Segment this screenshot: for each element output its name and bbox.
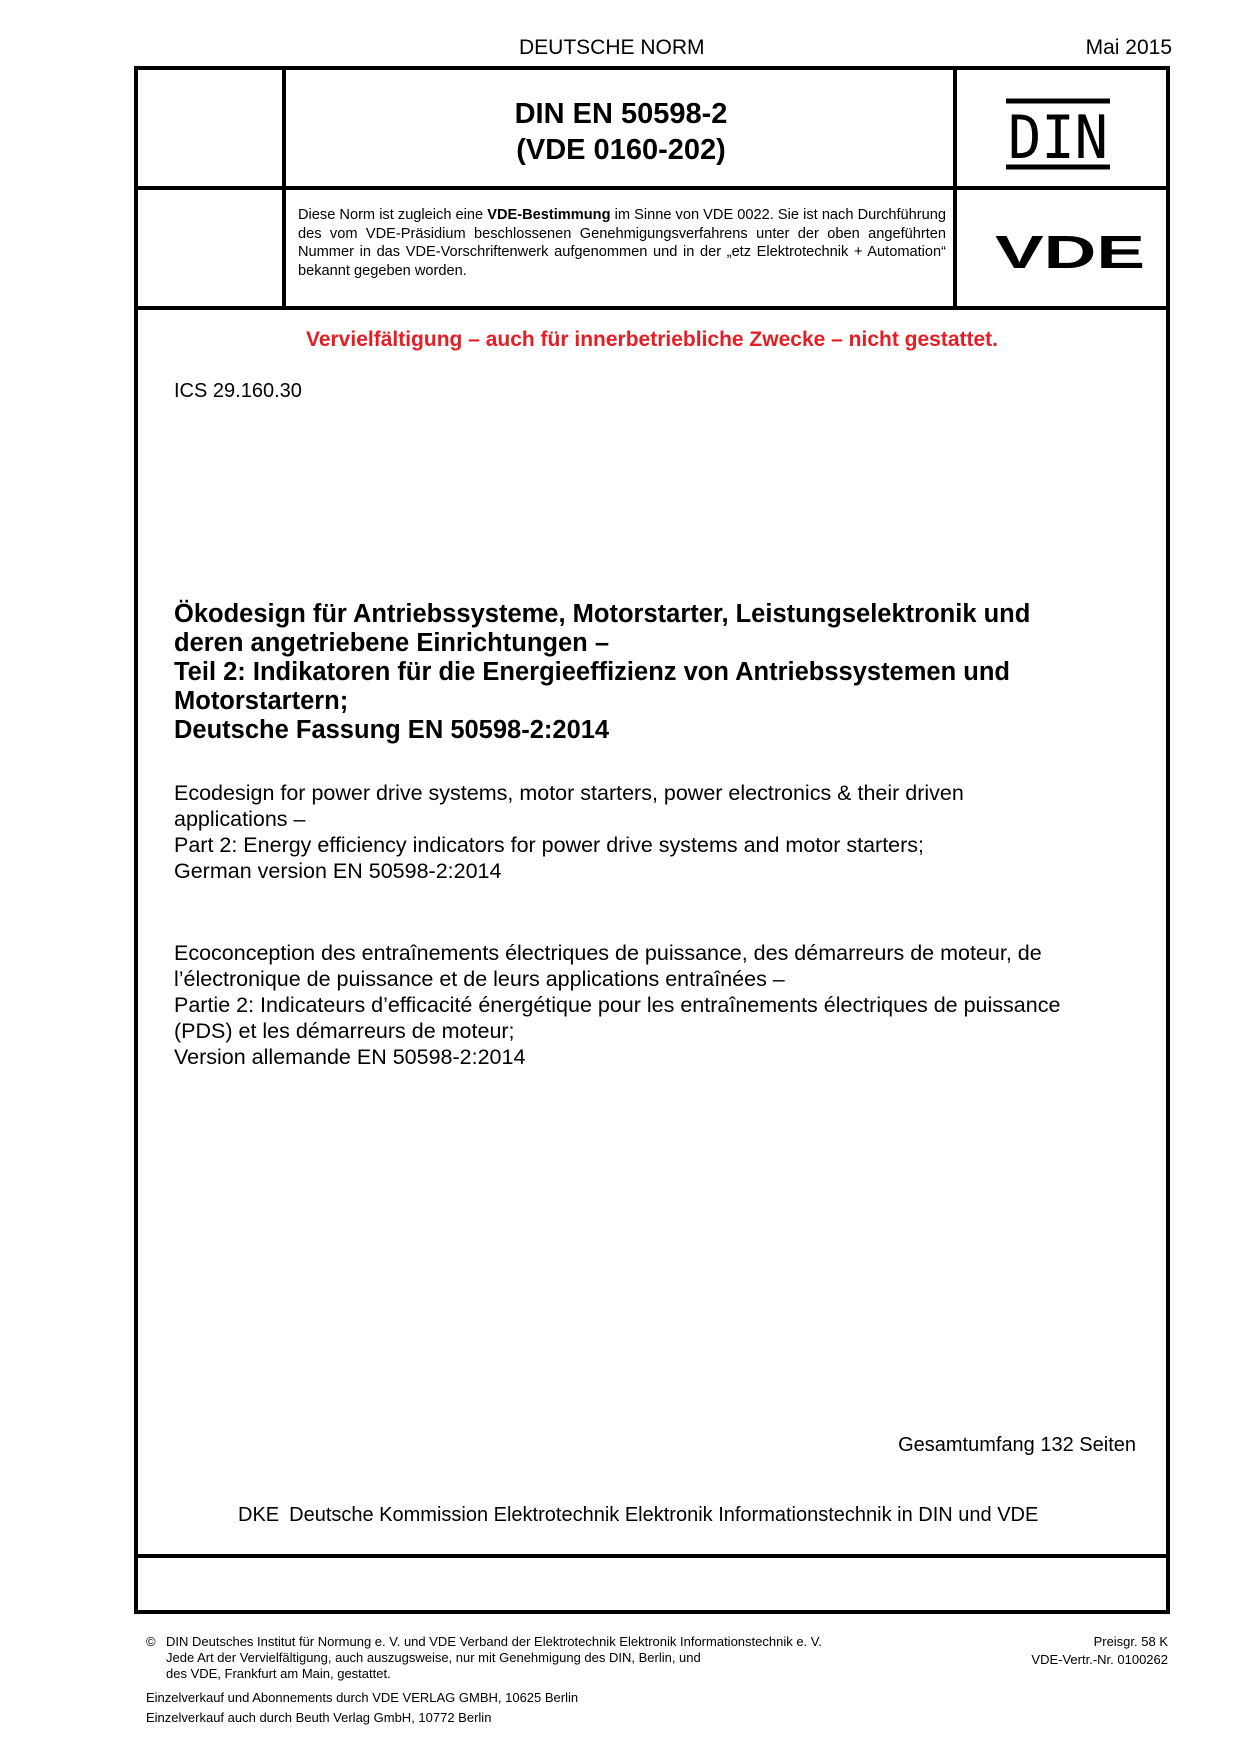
german-title-line: Ökodesign für Antriebssysteme, Motorstarter, Leistungselektronik und [174, 600, 1031, 628]
german-title-line: Teil 2: Indikatoren für die Energieeffizienz von Antriebssystemen und [174, 658, 1010, 686]
french-title-line: Ecoconception des entraînements électriques de puissance, des démarreurs de moteur, de [174, 941, 1042, 965]
publication-date: Mai 2015 [1085, 36, 1172, 59]
english-title [174, 780, 1154, 884]
divider-bottom [138, 1554, 1166, 1558]
copyright-line: DIN Deutsches Institut für Normung e. V. und VDE Verband der Elektrotechnik Elektronik Informationstechnik e. V. [166, 1634, 822, 1649]
total-page-count: Gesamtumfang 132 Seiten [898, 1434, 1136, 1456]
standard-designation [286, 96, 956, 168]
vde-classification: (VDE 0160-202) [516, 134, 726, 166]
english-title-line: Part 2: Energy efficiency indicators for power drive systems and motor starters; [174, 833, 925, 857]
french-title-line: Version allemande EN 50598-2:2014 [174, 1045, 526, 1069]
french-title [174, 940, 1154, 1070]
divider-header [138, 186, 1166, 190]
divider-notice [138, 306, 1166, 310]
vde-sales-number: VDE-Vertr.-Nr. 0100262 [1031, 1652, 1168, 1667]
copyright-symbol: © [146, 1634, 156, 1649]
french-title-line: (PDS) et les démarreurs de moteur; [174, 1019, 515, 1043]
german-title-line: deren angetriebene Einrichtungen – [174, 629, 610, 657]
legal-notice-bold: VDE-Bestimmung [487, 207, 611, 223]
din-logo-text: DIN [1008, 103, 1108, 170]
legal-notice-text-1: Diese Norm ist zugleich eine [298, 207, 488, 223]
english-title-line: German version EN 50598-2:2014 [174, 859, 502, 883]
committee-name: Deutsche Kommission Elektrotechnik Elektronik Informationstechnik in DIN und VDE [289, 1504, 1039, 1526]
vde-logo-text: VDE [995, 230, 1145, 274]
committee-line [238, 1504, 1038, 1527]
sales-info-beuth: Einzelverkauf auch durch Beuth Verlag GmbH, 10772 Berlin [146, 1710, 492, 1725]
reproduction-warning: Vervielfältigung – auch für innerbetriebliche Zwecke – nicht gestattet. [305, 328, 998, 351]
legal-notice-text-2: im Sinne von VDE 0022. Sie ist nach Durchführung des vom VDE-Präsidium beschlossenen Genehmigungsverfahrens unter der oben angeführten Nummer in das VDE-Vorschriftenwerk aufgenommen und in der „etz Elektrotechnik + Automation“ bekannt gegeben worden. [298, 207, 946, 279]
vde-legal-notice [298, 206, 946, 280]
english-title-line: Ecodesign for power drive systems, motor starters, power electronics & their driven [174, 781, 964, 805]
german-title-line: Motorstartern; [174, 687, 349, 715]
french-title-line: Partie 2: Indicateurs d’efficacité énergétique pour les entraînements électriques de puissance [174, 993, 1061, 1017]
copyright-notice [166, 1634, 822, 1682]
sales-info-vde: Einzelverkauf und Abonnements durch VDE VERLAG GMBH, 10625 Berlin [146, 1690, 579, 1705]
ics-code: ICS 29.160.30 [174, 380, 302, 402]
document-type-label: DEUTSCHE NORM [519, 36, 705, 59]
price-group: Preisgr. 58 K [1093, 1634, 1168, 1649]
copyright-line: des VDE, Frankfurt am Main, gestattet. [166, 1666, 391, 1681]
standard-number: DIN EN 50598-2 [514, 98, 728, 130]
din-logo [1004, 98, 1112, 170]
copyright-line: Jede Art der Vervielfältigung, auch auszugsweise, nur mit Genehmigung des DIN, Berlin, und [166, 1650, 701, 1665]
french-title-line: l’électronique de puissance et de leurs applications entraînées – [174, 967, 785, 991]
german-title [174, 600, 1134, 745]
title-page-frame [134, 66, 1170, 1614]
english-title-line: applications – [174, 807, 306, 831]
vde-logo [990, 230, 1150, 274]
german-title-line: Deutsche Fassung EN 50598-2:2014 [174, 716, 610, 744]
committee-abbr: DKE [238, 1504, 280, 1526]
